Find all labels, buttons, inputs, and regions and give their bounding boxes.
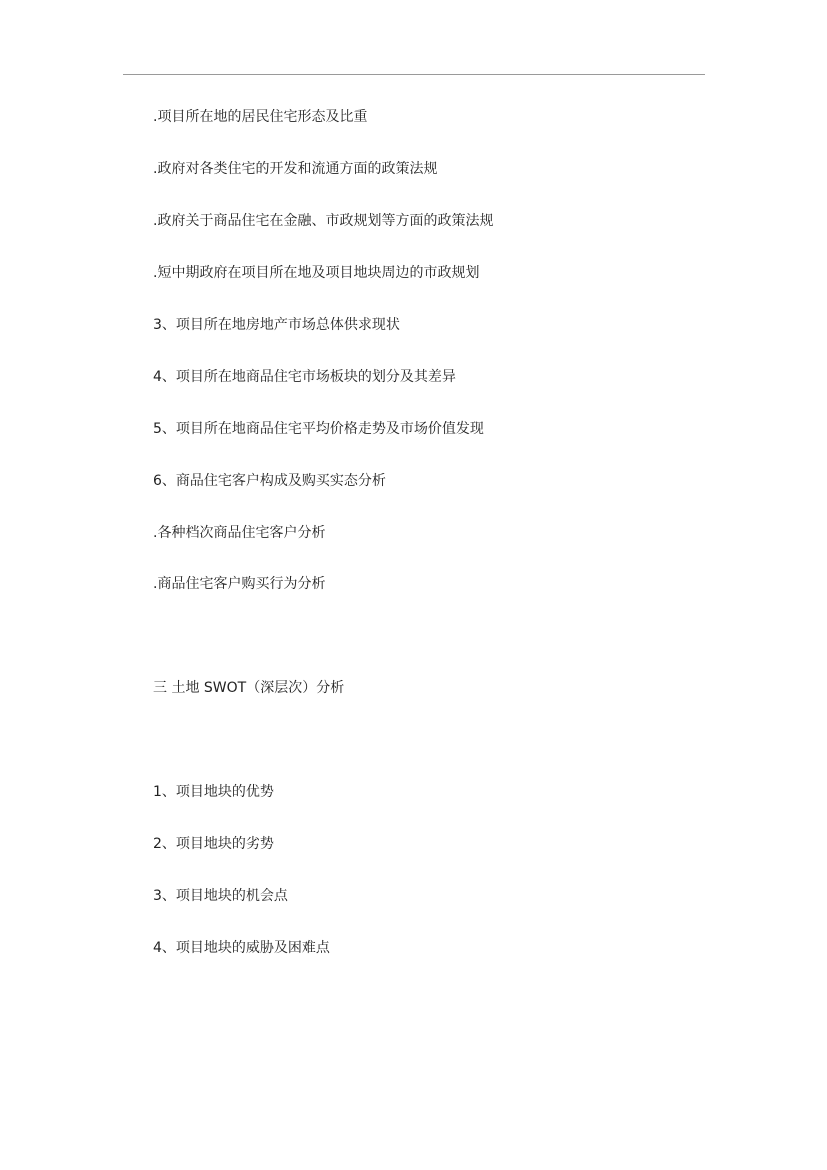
section-heading: 三 土地 SWOT（深层次）分析 [153, 680, 345, 696]
swot-item: 4、项目地块的威胁及困难点 [153, 940, 330, 956]
list-item: 5、项目所在地商品住宅平均价格走势及市场价值发现 [153, 421, 484, 437]
list-item: .政府对各类住宅的开发和流通方面的政策法规 [153, 161, 438, 177]
list-item: .项目所在地的居民住宅形态及比重 [153, 109, 368, 125]
list-item: .政府关于商品住宅在金融、市政规划等方面的政策法规 [153, 213, 494, 229]
swot-item: 1、项目地块的优势 [153, 784, 274, 800]
list-item: .商品住宅客户购买行为分析 [153, 576, 326, 592]
header-divider [123, 74, 705, 75]
swot-item: 2、项目地块的劣势 [153, 836, 274, 852]
list-item: .各种档次商品住宅客户分析 [153, 525, 326, 541]
list-item: .短中期政府在项目所在地及项目地块周边的市政规划 [153, 265, 480, 281]
list-item: 6、商品住宅客户构成及购买实态分析 [153, 473, 386, 489]
list-item: 3、项目所在地房地产市场总体供求现状 [153, 317, 400, 333]
list-item: 4、项目所在地商品住宅市场板块的划分及其差异 [153, 369, 456, 385]
swot-item: 3、项目地块的机会点 [153, 888, 288, 904]
